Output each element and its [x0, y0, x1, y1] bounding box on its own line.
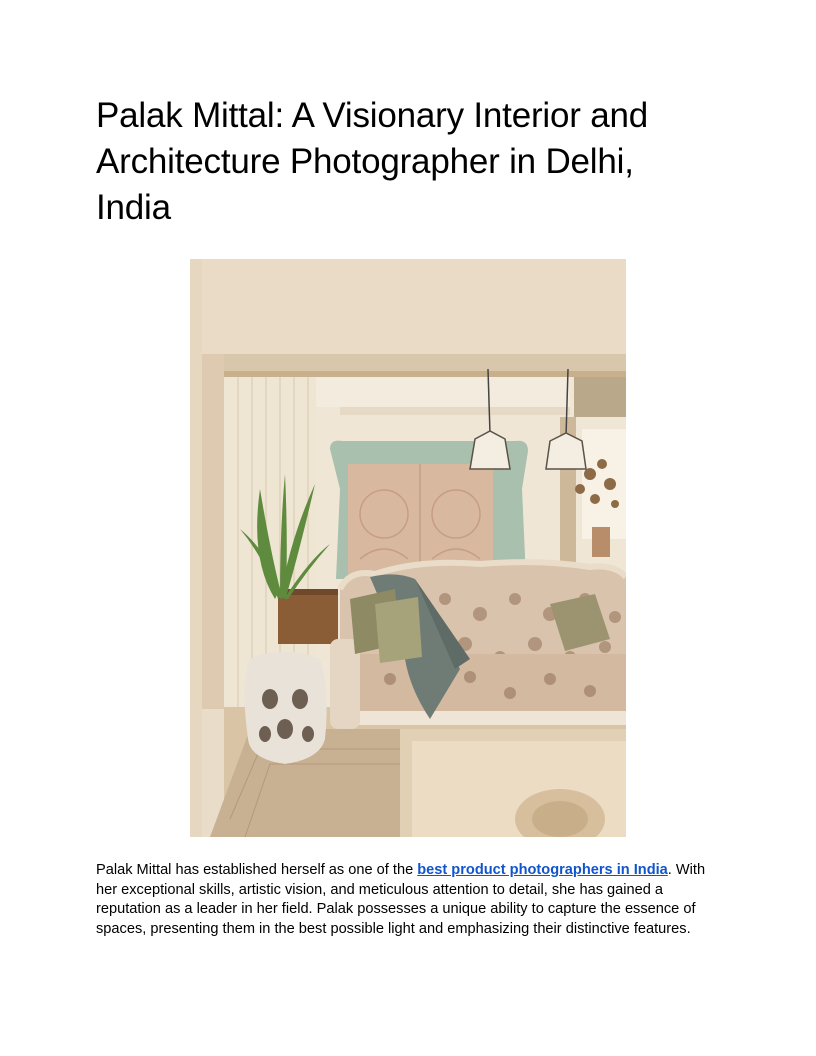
document-title: Palak Mittal: A Visionary Interior and Architecture Photographer in Delhi, India — [96, 96, 649, 227]
body-paragraph — [96, 861, 720, 939]
best-product-photographers-link[interactable]: best product photographers in India — [417, 862, 668, 878]
paragraph-text-after-link: . With her exceptional skills, artistic vision, and meticulous attention to detail, she has gained a reputation as a leader in her field. Palak possesses a unique ability to capture the essence of spaces, presenting them in the best possible light and emphasizing their distinctive features. — [96, 862, 706, 937]
paragraph-text-before-link: Palak Mittal has established herself as one of the — [96, 862, 418, 878]
interior-photo — [190, 259, 626, 837]
